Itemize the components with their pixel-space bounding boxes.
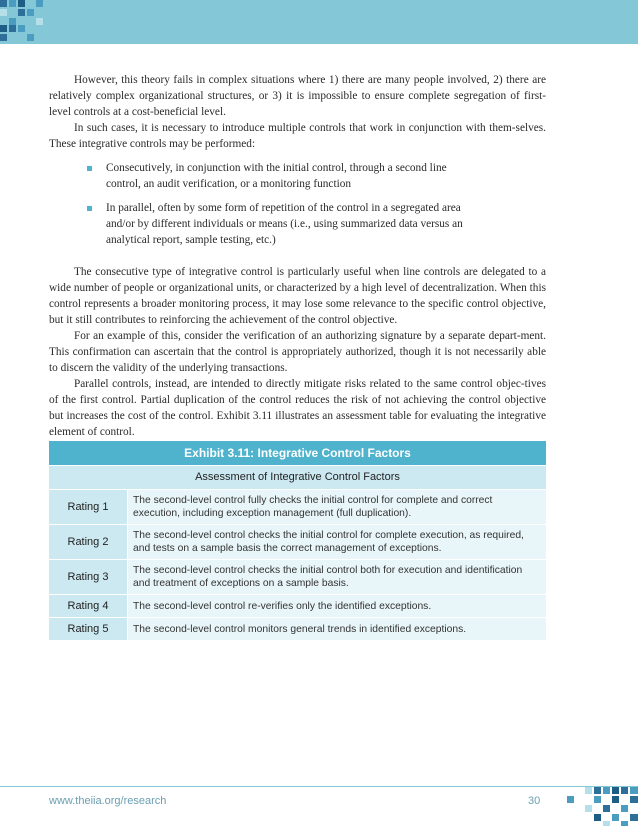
footer-divider (0, 786, 638, 787)
table-row (49, 490, 546, 525)
exhibit-title: Exhibit 3.11: Integrative Control Factors (49, 441, 546, 466)
rating-description: The second-level control monitors general trends in identified exceptions. (128, 618, 546, 640)
table-row (49, 525, 546, 560)
rating-description: The second-level control re-verifies only the identified exceptions. (128, 595, 546, 617)
header-band (0, 0, 638, 44)
body-text (49, 72, 546, 440)
bullet-icon (87, 206, 92, 211)
table-row (49, 618, 546, 641)
rating-label: Rating 3 (49, 560, 128, 594)
paragraph: In such cases, it is necessary to introduce multiple controls that work in conjunction with them-selves. These integrative controls may be performed: (49, 122, 546, 150)
rating-label: Rating 5 (49, 618, 128, 640)
exhibit-table (49, 441, 546, 641)
table-row (49, 595, 546, 618)
page-number: 30 (528, 795, 541, 807)
paragraph: Parallel controls, instead, are intended to directly mitigate risks related to the same control objec-tives of the first control. Partial duplication of the control reduces the risk of not achieving the control objective but increases the cost of the control. Exhibit 3.11 illustrates an assessment table for evaluating the integrative element of control. (49, 378, 546, 438)
rating-label: Rating 2 (49, 525, 128, 559)
rating-label: Rating 4 (49, 595, 128, 617)
rating-description: The second-level control fully checks the initial control for complete and correct execution, including exception management (full duplication). (128, 490, 546, 524)
list-item: Consecutively, in conjunction with the initial control, through a second line control, an audit verification, or a monitoring function (49, 160, 546, 192)
rating-label: Rating 1 (49, 490, 128, 524)
list-item: In parallel, often by some form of repetition of the control in a segregated area and/or by different individuals or means (i.e., using summarized data versus an analytical report, sample testing, etc.) (49, 200, 546, 248)
bullet-list (49, 160, 546, 248)
table-row (49, 560, 546, 595)
rating-description: The second-level control checks the initial control for complete execution, as required, and tests on a sample basis the correct management of exceptions. (128, 525, 546, 559)
exhibit-subtitle: Assessment of Integrative Control Factors (49, 466, 546, 490)
bullet-icon (87, 166, 92, 171)
footer-url[interactable]: www.theiia.org/research (49, 795, 167, 807)
paragraph: However, this theory fails in complex situations where 1) there are many people involved, 2) there are relatively complex organizational structures, or 3) it is impossible to ensure complete segregation of first-level controls at a cost-beneficial level. (49, 74, 546, 118)
rating-description: The second-level control checks the initial control both for execution and identification and treatment of exceptions on a sample basis. (128, 560, 546, 594)
paragraph: The consecutive type of integrative control is particularly useful when line controls are delegated to a wide number of people or organizational units, or characterized by a high level of decentralization. When this control represents a broader monitoring process, it may lose some relevance to the specific control objective, but it still contributes to reinforcing the achievement of the control objective. (49, 266, 546, 326)
paragraph: For an example of this, consider the verification of an authorizing signature by a separate depart-ment. This confirmation can ascertain that the control is appropriately authorized, though it is not necessarily able to discern the validity of the underlying transactions. (49, 330, 546, 374)
